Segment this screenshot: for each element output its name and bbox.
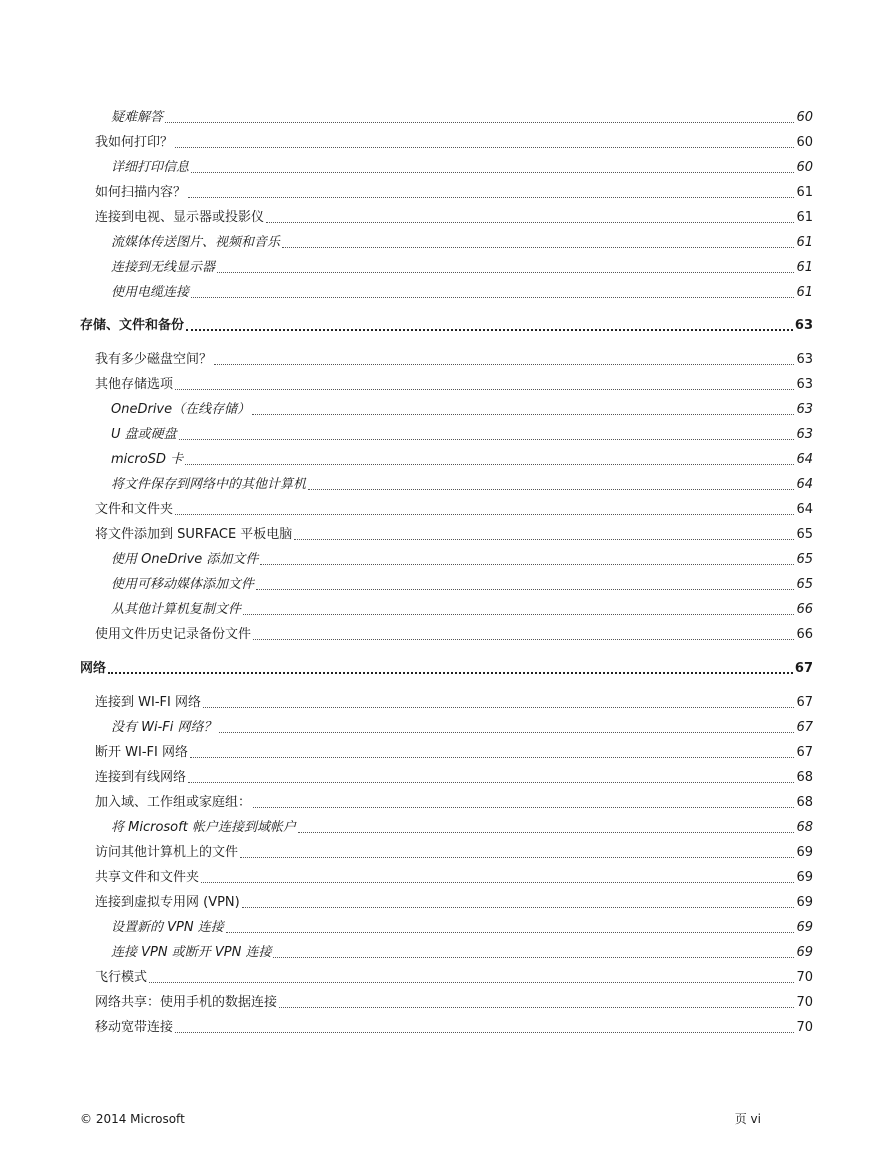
dot-leader [298,831,795,833]
toc-entry-page: 61 [796,285,813,300]
toc-entry[interactable] [95,376,813,394]
dot-leader [243,613,794,615]
dot-leader [175,388,794,390]
toc-entry[interactable] [95,844,813,862]
toc-entry-title: 连接 VPN 或断开 VPN 连接 [111,945,272,960]
toc-entry[interactable] [111,919,813,937]
toc-entry-page: 60 [796,110,813,125]
toc-entry-page: 63 [796,427,813,442]
dot-leader [252,413,794,415]
toc-entry-title: 流媒体传送图片、视频和音乐 [111,235,281,250]
toc-entry-title: 网络共享：使用手机的数据连接 [95,995,278,1010]
dot-leader [149,981,794,983]
toc-entry-title: 疑难解答 [111,110,164,125]
toc-entry-page: 63 [796,377,813,392]
toc-entry-page: 67 [796,695,813,710]
toc-entry[interactable] [111,944,813,962]
toc-entry-title: 详细打印信息 [111,160,190,175]
toc-entry-page: 70 [796,1020,813,1035]
dot-leader [260,563,794,565]
toc-entry-title: 如何扫描内容？ [95,185,187,200]
dot-leader [256,588,794,590]
toc-entry-page: 69 [796,895,813,910]
toc-entry-page: 68 [796,795,813,810]
toc-entry-title: 连接到电视、显示器或投影仪 [95,210,265,225]
toc-entry-title: 移动宽带连接 [95,1020,174,1035]
copyright-text: © 2014 Microsoft [80,1112,185,1126]
toc-entry-page: 60 [796,160,813,175]
dot-leader [175,146,794,148]
toc-entry[interactable] [111,719,813,737]
toc-entry-title: 没有 Wi-Fi 网络？ [111,720,217,735]
toc-entry-page: 69 [796,920,813,935]
page-number: 页 vi [734,1112,761,1126]
toc-entry-page: 67 [794,661,813,676]
toc-entry[interactable] [111,234,813,252]
dot-leader [191,296,794,298]
toc-entry-title: 设置新的 VPN 连接 [111,920,224,935]
toc-entry-title: 使用可移动媒体添加文件 [111,577,255,592]
toc-entry[interactable] [95,351,813,369]
toc-entry-title: 将 Microsoft 帐户连接到域帐户 [111,820,296,835]
toc-entry-page: 64 [796,477,813,492]
toc-entry-title: OneDrive（在线存储） [111,402,251,417]
toc-entry[interactable] [111,109,813,127]
toc-entry[interactable] [111,819,813,837]
dot-leader [214,363,794,365]
toc-entry-title: 使用 OneDrive 添加文件 [111,552,259,567]
toc-entry-page: 61 [796,260,813,275]
toc-entry-title: 访问其他计算机上的文件 [95,845,239,860]
toc-entry[interactable] [95,184,813,202]
dot-leader [266,221,794,223]
toc-entry-page: 63 [794,318,813,333]
toc-entry-title: 使用文件历史记录备份文件 [95,627,252,642]
toc-entry-title: 共享文件和文件夹 [95,870,200,885]
page-footer [80,1111,761,1127]
dot-leader [188,781,794,783]
toc-entry[interactable] [95,626,813,644]
dot-leader [201,881,794,883]
dot-leader [273,956,794,958]
toc-entry-page: 69 [796,870,813,885]
toc-entry-page: 63 [796,352,813,367]
toc-entry-page: 70 [796,970,813,985]
toc-entry[interactable] [95,969,813,987]
toc-entry[interactable] [111,451,813,469]
toc-entry-title: 连接到无线显示器 [111,260,216,275]
toc-entry[interactable] [95,694,813,712]
toc-entry[interactable] [111,476,813,494]
toc-entry-page: 66 [796,627,813,642]
toc-entry-title: 从其他计算机复制文件 [111,602,242,617]
toc-entry-title: 我有多少磁盘空间？ [95,352,213,367]
dot-leader [175,513,794,515]
toc-entry-page: 61 [796,185,813,200]
toc-entry-title: U 盘或硬盘 [111,427,177,442]
toc-entry[interactable] [95,1019,813,1037]
toc-entry-title: 连接到 WI-FI 网络 [95,695,201,710]
dot-leader [240,856,794,858]
toc-entry-page: 64 [796,452,813,467]
toc-entry-page: 61 [796,210,813,225]
toc-entry-page: 65 [796,577,813,592]
toc-entry-page: 68 [796,770,813,785]
toc-entry[interactable] [111,284,813,302]
toc-entry-title: microSD 卡 [111,452,184,467]
dot-leader [179,438,795,440]
toc-entry-page: 67 [796,720,813,735]
toc-entry-title: 我如何打印？ [95,135,174,150]
toc-entry[interactable] [111,601,813,619]
toc-entry[interactable] [111,259,813,277]
dot-leader [190,756,794,758]
dot-leader [219,731,795,733]
toc-entry-page: 65 [796,527,813,542]
toc-entry[interactable] [95,794,813,812]
toc-entry-page: 65 [796,552,813,567]
toc-entry-title: 连接到虚拟专用网 (VPN) [95,895,240,910]
toc-entry-title: 存储、文件和备份 [80,318,185,333]
toc-entry-page: 69 [796,945,813,960]
dot-leader [108,671,793,674]
toc-entry[interactable] [95,744,813,762]
toc-entry-page: 63 [796,402,813,417]
toc-entry-title: 将文件添加到 SURFACE 平板电脑 [95,527,293,542]
dot-leader [282,246,794,248]
dot-leader [188,196,794,198]
toc-entry-title: 加入域、工作组或家庭组： [95,795,252,810]
toc-entry[interactable] [95,134,813,152]
toc-entry-page: 70 [796,995,813,1010]
toc-entry-title: 飞行模式 [95,970,148,985]
toc-entry[interactable] [111,401,813,419]
toc-entry[interactable] [111,576,813,594]
toc-entry-title: 使用电缆连接 [111,285,190,300]
toc-entry[interactable] [111,159,813,177]
toc-entry-title: 连接到有线网络 [95,770,187,785]
dot-leader [203,706,794,708]
toc-entry[interactable] [95,994,813,1012]
toc-entry[interactable] [95,769,813,787]
toc-entry-page: 61 [796,235,813,250]
toc-entry-page: 69 [796,845,813,860]
toc-entry[interactable] [111,551,813,569]
toc-entry-title: 文件和文件夹 [95,502,174,517]
dot-leader [242,906,795,908]
dot-leader [253,638,794,640]
toc-entry[interactable] [95,209,813,227]
toc-section-heading[interactable] [80,660,813,678]
toc-entry[interactable] [95,894,813,912]
dot-leader [308,488,794,490]
dot-leader [175,1031,794,1033]
toc-entry-page: 67 [796,745,813,760]
toc-entry-page: 64 [796,502,813,517]
toc-entry[interactable] [95,501,813,519]
toc-entry[interactable] [95,526,813,544]
toc-entry-title: 将文件保存到网络中的其他计算机 [111,477,307,492]
dot-leader [294,538,794,540]
dot-leader [279,1006,794,1008]
dot-leader [185,463,794,465]
toc-entry[interactable] [111,426,813,444]
toc-entry-title: 其他存储选项 [95,377,174,392]
toc-entry-page: 68 [796,820,813,835]
toc-entry[interactable] [95,869,813,887]
dot-leader [253,806,794,808]
dot-leader [186,328,793,331]
toc-entry-page: 60 [796,135,813,150]
dot-leader [217,271,794,273]
dot-leader [165,121,794,123]
dot-leader [226,931,795,933]
toc-entry-page: 66 [796,602,813,617]
dot-leader [191,171,794,173]
toc-entry-title: 断开 WI-FI 网络 [95,745,188,760]
toc-section-heading[interactable] [80,317,813,335]
toc-entry-title: 网络 [80,661,107,676]
